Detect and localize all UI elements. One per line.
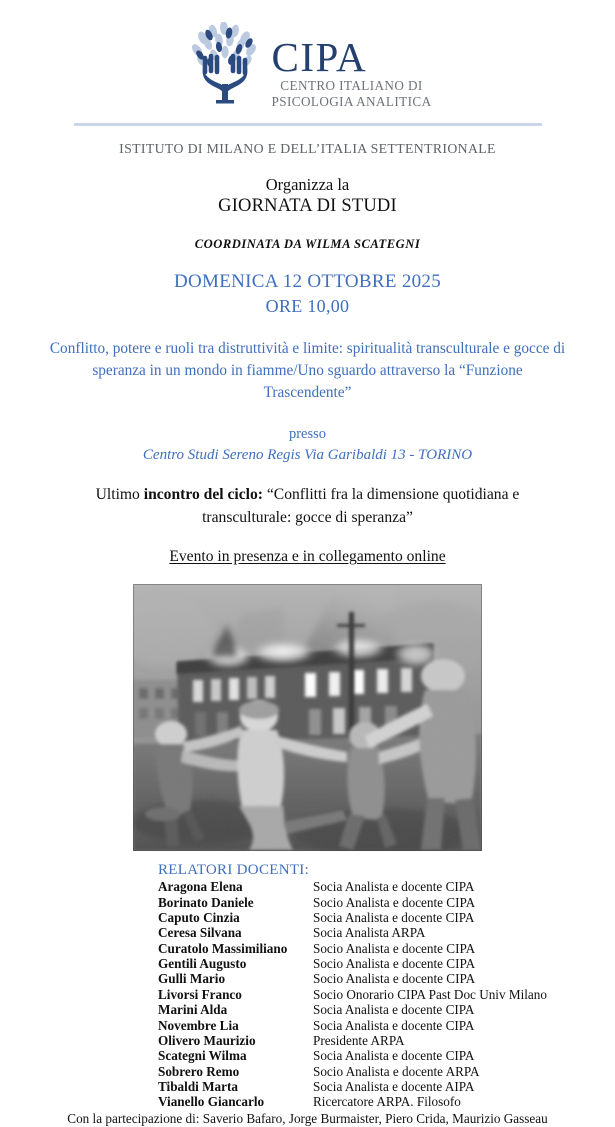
speaker-role: Socio Onorario CIPA Past Doc Univ Milano xyxy=(313,986,547,1002)
speaker-role: Socio Analista e docente CIPA xyxy=(313,940,476,956)
table-row xyxy=(158,1018,547,1033)
table-row xyxy=(158,1048,547,1063)
cycle-prefix: Ultimo xyxy=(95,486,144,503)
speakers-heading: RELATORI DOCENTI: xyxy=(158,862,310,879)
speaker-role: Socio Analista e docente CIPA xyxy=(313,956,476,972)
event-photo xyxy=(133,584,482,851)
cycle-line2: transculturale: gocce di speranza” xyxy=(202,508,413,526)
speaker-role: Ricercatore ARPA. Filosofo xyxy=(313,1094,461,1110)
event-title-line1: Conflitto, potere e ruoli tra distruttività e limite: spiritualità transculturale e xyxy=(49,340,510,358)
speaker-name: Olivero Maurizio xyxy=(158,1032,256,1048)
table-row xyxy=(158,987,547,1002)
organizer-block xyxy=(0,174,615,219)
speaker-name: Livorsi Franco xyxy=(158,986,242,1002)
cycle-rest: “Conflitti fra la dimensione quotidiana e xyxy=(262,486,520,503)
table-row xyxy=(158,971,547,986)
cipa-logo-text xyxy=(271,22,431,109)
event-title xyxy=(48,338,568,404)
event-time: ORE 10,00 xyxy=(265,295,350,316)
table-row xyxy=(158,1002,547,1017)
speaker-name: Marini Alda xyxy=(158,1002,228,1018)
organizer-line1: Organizza la xyxy=(265,175,350,195)
speaker-name: Gentili Augusto xyxy=(158,956,247,972)
table-row xyxy=(158,956,547,971)
speaker-name: Aragona Elena xyxy=(158,879,243,895)
cipa-subtitle-line2: PSICOLOGIA ANALITICA xyxy=(271,94,432,110)
table-row xyxy=(158,1033,547,1048)
event-title-line2: gocce di speranza in un mondo in fiamme/Uno sguardo attraverso xyxy=(92,340,566,380)
speaker-name: Borinato Daniele xyxy=(158,894,254,910)
venue-address: Centro Studi Sereno Regis Via Garibaldi 13 - TORINO xyxy=(142,446,473,463)
event-title-line3: la “Funzione Trascendente” xyxy=(263,362,523,402)
table-row xyxy=(158,895,547,910)
event-date: DOMENICA 12 OTTOBRE 2025 xyxy=(173,271,442,293)
cycle-bold: incontro del ciclo: xyxy=(143,486,263,503)
participation-line: Con la partecipazione di: Saverio Bafaro, Jorge Burmaister, Piero Crida, Maurizio Gasseau xyxy=(67,1110,548,1126)
speaker-role: Socia Analista e docente CIPA xyxy=(313,1002,475,1018)
speaker-role: Presidente ARPA xyxy=(313,1032,405,1048)
poster-page xyxy=(0,22,615,1126)
speaker-role: Socio Analista e docente CIPA xyxy=(313,894,476,910)
organizer-line2: GIORNATA DI STUDI xyxy=(218,196,397,217)
speaker-role: Socia Analista e docente CIPA xyxy=(313,1048,475,1064)
cycle-note xyxy=(73,484,543,529)
table-row xyxy=(158,925,547,940)
institute-line: ISTITUTO DI MILANO E DELL’ITALIA SETTENTRIONALE xyxy=(119,141,496,157)
speaker-name: Novembre Lia xyxy=(158,1017,239,1033)
event-datetime xyxy=(0,270,615,318)
coordinator-line: COORDINATA DA WILMA SCATEGNI xyxy=(194,237,421,252)
speaker-name: Sobrero Remo xyxy=(158,1063,240,1079)
table-row xyxy=(158,1094,547,1109)
speaker-role: Socio Analista e docente ARPA xyxy=(313,1063,480,1079)
event-venue xyxy=(0,425,615,465)
speaker-name: Gulli Mario xyxy=(158,971,226,987)
speaker-name: Curatolo Massimiliano xyxy=(158,940,288,956)
cipa-acronym: CIPA xyxy=(271,34,368,80)
speaker-name: Caputo Cinzia xyxy=(158,909,240,925)
header-divider xyxy=(74,123,542,126)
speaker-name: Vianello Giancarlo xyxy=(158,1094,265,1110)
venue-label: presso xyxy=(288,426,327,443)
speaker-role: Socia Analista e docente CIPA xyxy=(313,909,475,925)
table-row xyxy=(158,1064,547,1079)
speaker-name: Scategni Wilma xyxy=(158,1048,247,1064)
speaker-role: Socia Analista e docente AIPA xyxy=(313,1079,475,1095)
table-row xyxy=(158,941,547,956)
event-mode: Evento in presenza e in collegamento online xyxy=(169,548,446,566)
speaker-role: Socio Analista e docente CIPA xyxy=(313,971,476,987)
speaker-role: Socia Analista ARPA xyxy=(313,925,426,941)
table-row xyxy=(158,910,547,925)
speakers-table xyxy=(158,879,547,1110)
cipa-logo xyxy=(0,22,615,109)
table-row xyxy=(158,1079,547,1094)
cipa-tree-hands-logo-icon xyxy=(183,22,267,104)
speaker-role: Socia Analista e docente CIPA xyxy=(313,1017,475,1033)
speakers-section xyxy=(0,862,615,1110)
speaker-role: Socia Analista e docente CIPA xyxy=(313,879,475,895)
speaker-name: Tibaldi Marta xyxy=(158,1079,238,1095)
cipa-subtitle-line1: CENTRO ITALIANO DI xyxy=(280,77,423,93)
table-row xyxy=(158,879,547,894)
speaker-name: Ceresa Silvana xyxy=(158,925,242,941)
